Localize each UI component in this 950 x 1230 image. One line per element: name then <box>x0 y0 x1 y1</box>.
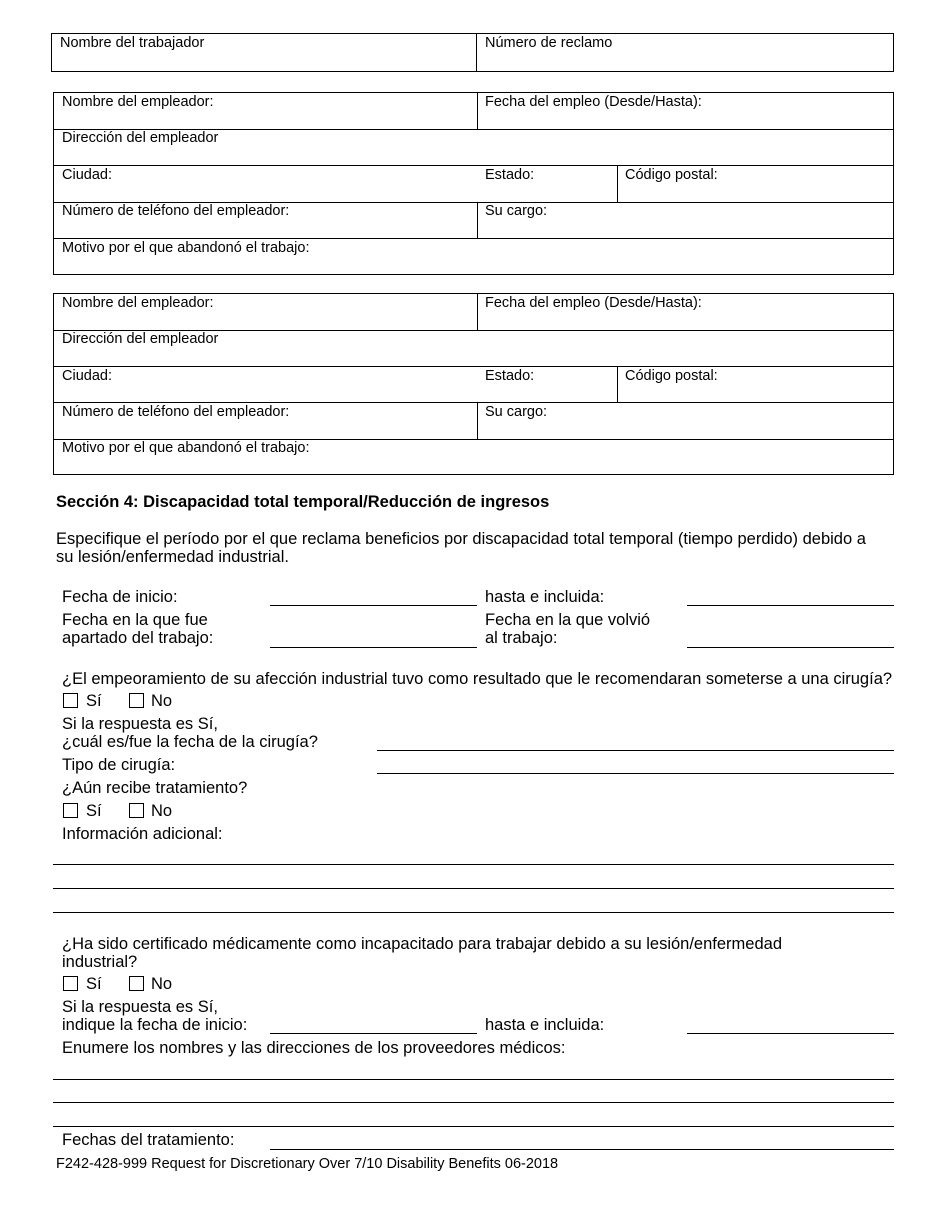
treatment-yes-checkbox[interactable] <box>63 803 78 818</box>
certified-start-date-field[interactable] <box>270 1033 477 1034</box>
additional-info-line-1[interactable] <box>53 864 894 865</box>
certified-no-label: No <box>151 975 173 993</box>
returned-to-work-label-line-2: al trabajo: <box>485 629 558 647</box>
returned-to-work-label-line-1: Fecha en la que volvió <box>485 611 651 629</box>
surgery-no-label: No <box>151 692 173 710</box>
returned-to-work-date-field[interactable] <box>687 647 894 648</box>
treatment-question: ¿Aún recibe tratamiento? <box>62 779 248 797</box>
employer-1-dates-label: Fecha del empleo (Desde/Hasta): <box>485 94 702 110</box>
certified-through-label: hasta e incluida: <box>485 1016 605 1034</box>
certified-start-label-line-2: indique la fecha de inicio: <box>62 1016 248 1034</box>
employer-2-dates-label: Fecha del empleo (Desde/Hasta): <box>485 295 702 311</box>
employer-2-row-line-2 <box>53 366 894 367</box>
removed-from-work-label-line-2: apartado del trabajo: <box>62 629 214 647</box>
certified-question-line-1: ¿Ha sido certificado médicamente como incapacitado para trabajar debido a su lesión/enfermedad <box>62 935 782 953</box>
treatment-dates-field[interactable] <box>270 1149 894 1150</box>
employer-2-phone-label: Número de teléfono del empleador: <box>62 404 290 420</box>
additional-info-line-2[interactable] <box>53 888 894 889</box>
certified-no-checkbox[interactable] <box>129 976 144 991</box>
section-4-intro-line-1: Especifique el período por el que reclama beneficios por discapacidad total temporal (tiempo perdido) debido a <box>56 530 866 548</box>
employer-1-row-line-4 <box>53 238 894 239</box>
surgery-yes-label: Sí <box>86 692 102 710</box>
employer-1-address-label: Dirección del empleador <box>62 130 219 146</box>
certified-start-label-line-1: Si la respuesta es Sí, <box>62 998 218 1016</box>
employer-2-zip-label: Código postal: <box>625 368 718 384</box>
removed-from-work-label-line-1: Fecha en la que fue <box>62 611 208 629</box>
surgery-date-label-line-2: ¿cuál es/fue la fecha de la cirugía? <box>62 733 318 751</box>
surgery-date-label-line-1: Si la respuesta es Sí, <box>62 715 218 733</box>
certified-yes-checkbox[interactable] <box>63 976 78 991</box>
surgery-no-checkbox[interactable] <box>129 693 144 708</box>
employer-1-city-label: Ciudad: <box>62 167 112 183</box>
medical-providers-label: Enumere los nombres y las direcciones de los proveedores médicos: <box>62 1039 566 1057</box>
employer-2-divider-a <box>477 293 478 330</box>
section-4-intro-line-2: su lesión/enfermedad industrial. <box>56 548 289 566</box>
medical-providers-line-2[interactable] <box>53 1102 894 1103</box>
surgery-type-label: Tipo de cirugía: <box>62 756 176 774</box>
certified-yes-label: Sí <box>86 975 102 993</box>
treatment-no-label: No <box>151 802 173 820</box>
through-date-label: hasta e incluida: <box>485 588 605 606</box>
employer-1-state-label: Estado: <box>485 167 535 183</box>
section-4-title: Sección 4: Discapacidad total temporal/Reducción de ingresos <box>56 493 550 511</box>
employer-2-divider-b <box>617 366 618 402</box>
start-date-field[interactable] <box>270 605 477 606</box>
employer-1-divider-c <box>477 202 478 238</box>
employer-2-address-label: Dirección del empleador <box>62 331 219 347</box>
medical-providers-line-3[interactable] <box>53 1126 894 1127</box>
surgery-type-field[interactable] <box>377 773 894 774</box>
form-footer: F242-428-999 Request for Discretionary Over 7/10 Disability Benefits 06-2018 <box>56 1156 559 1172</box>
certified-through-date-field[interactable] <box>687 1033 894 1034</box>
treatment-dates-label: Fechas del tratamiento: <box>62 1131 235 1149</box>
claim-number-field[interactable] <box>477 52 893 71</box>
additional-info-label: Información adicional: <box>62 825 223 843</box>
employer-2-position-label: Su cargo: <box>485 404 548 420</box>
surgery-yes-checkbox[interactable] <box>63 693 78 708</box>
claim-number-label: Número de reclamo <box>485 35 613 51</box>
employer-1-divider-b <box>617 165 618 202</box>
employer-1-zip-label: Código postal: <box>625 167 718 183</box>
removed-from-work-date-field[interactable] <box>270 647 477 648</box>
employer-2-reason-label: Motivo por el que abandonó el trabajo: <box>62 440 310 456</box>
employer-1-phone-label: Número de teléfono del empleador: <box>62 203 290 219</box>
employer-2-row-line-3 <box>53 402 894 403</box>
worker-name-label: Nombre del trabajador <box>60 35 205 51</box>
employer-1-name-label: Nombre del empleador: <box>62 94 214 110</box>
start-date-label: Fecha de inicio: <box>62 588 178 606</box>
treatment-no-checkbox[interactable] <box>129 803 144 818</box>
employer-1-reason-label: Motivo por el que abandonó el trabajo: <box>62 240 310 256</box>
surgery-date-field[interactable] <box>377 750 894 751</box>
employer-2-name-label: Nombre del empleador: <box>62 295 214 311</box>
employer-1-position-label: Su cargo: <box>485 203 548 219</box>
certified-question-line-2: industrial? <box>62 953 138 971</box>
worker-name-field[interactable] <box>52 52 475 71</box>
employer-1-row-line-2 <box>53 165 894 166</box>
surgery-question: ¿El empeoramiento de su afección industrial tuvo como resultado que le recomendaran someterse a una cirugía? <box>62 670 893 688</box>
additional-info-line-3[interactable] <box>53 912 894 913</box>
employer-2-divider-c <box>477 402 478 439</box>
employer-2-state-label: Estado: <box>485 368 535 384</box>
employer-1-divider-a <box>477 92 478 129</box>
medical-providers-line-1[interactable] <box>53 1079 894 1080</box>
treatment-yes-label: Sí <box>86 802 102 820</box>
through-date-field[interactable] <box>687 605 894 606</box>
employer-2-city-label: Ciudad: <box>62 368 112 384</box>
